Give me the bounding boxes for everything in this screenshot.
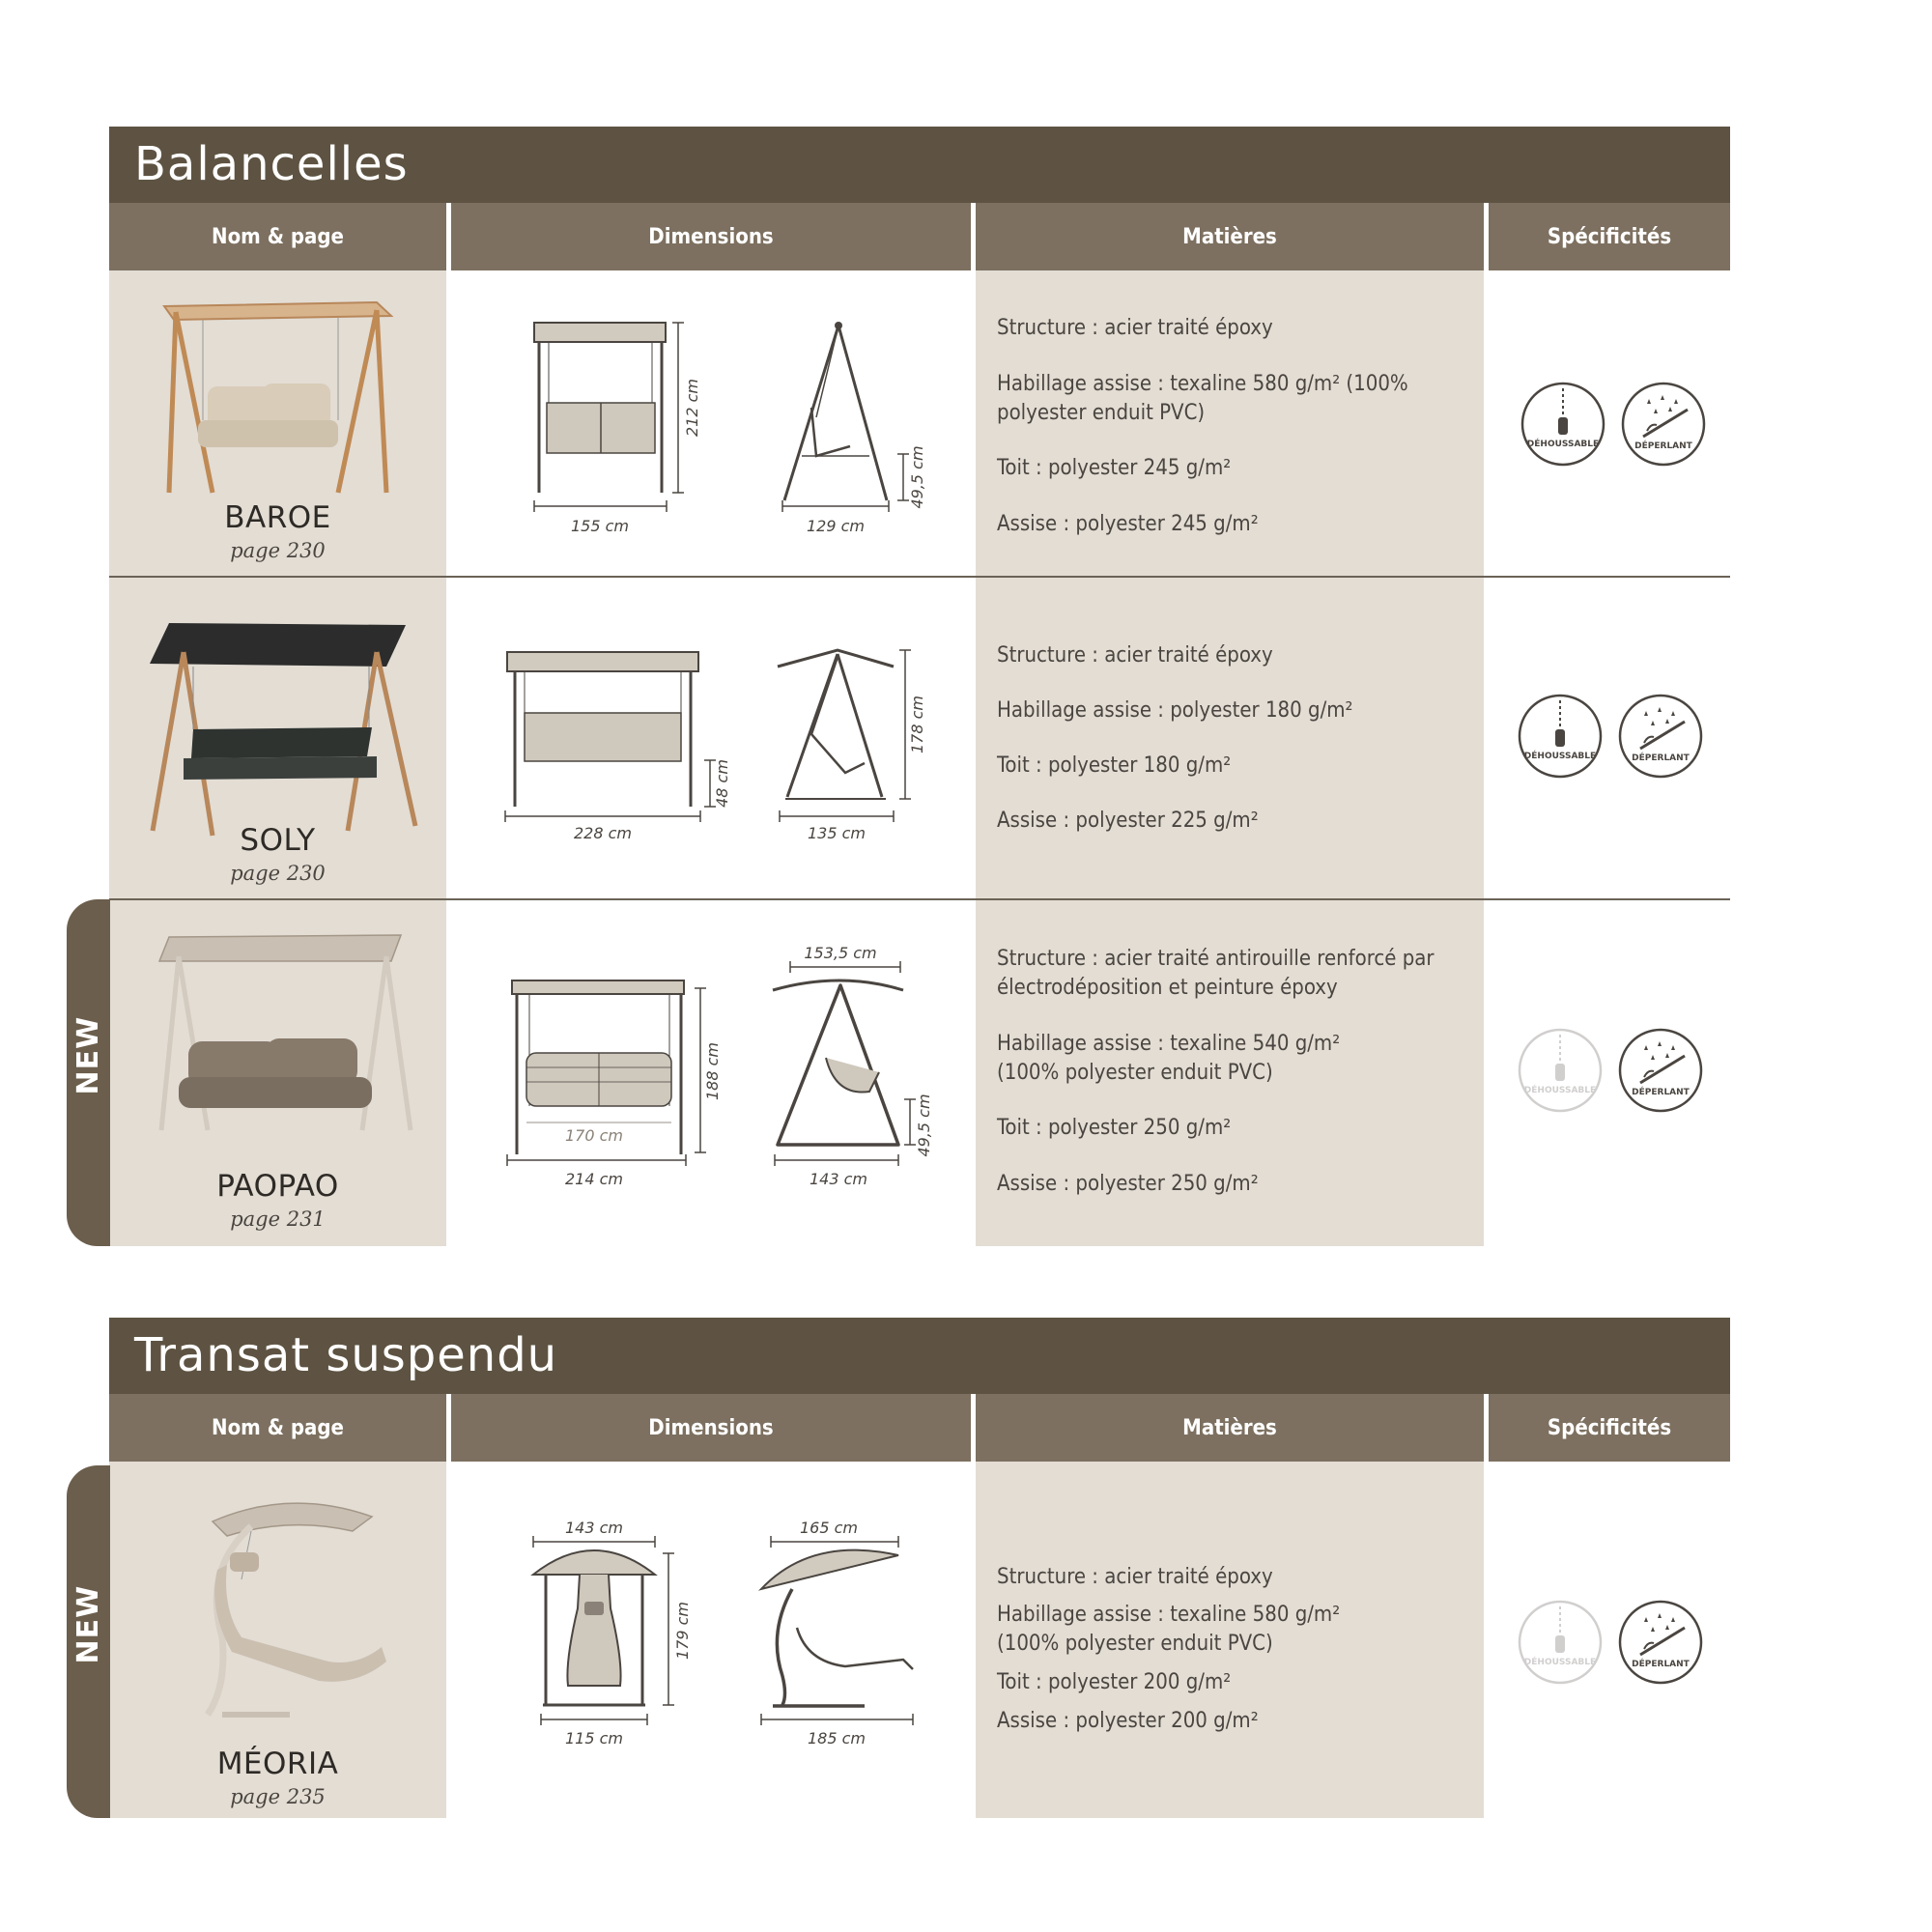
paopao-front-height-label: 188 cm — [703, 1041, 722, 1101]
baroe-side-diagram — [763, 311, 956, 543]
baroe-front-height-label: 212 cm — [683, 378, 701, 438]
product-page-soly: page 230 — [230, 862, 326, 885]
zipper-icon — [1520, 381, 1606, 468]
paopao-material-structure: Structure : acier traité antirouille renforcé par — [997, 947, 1435, 971]
zipper-icon — [1517, 1599, 1604, 1686]
baroe-material-habillage: Habillage assise : texaline 580 g/m² (100% — [997, 372, 1408, 396]
new-badge: NEW — [67, 899, 110, 1246]
meoria-side-top-label: 165 cm — [799, 1519, 859, 1537]
paopao-product-image — [150, 927, 420, 1145]
soly-material-structure: Structure : acier traité époxy — [997, 643, 1273, 668]
product-name-soly: SOLY — [240, 823, 316, 858]
paopao-front-width-label: 214 cm — [564, 1170, 624, 1188]
paopao-side-width-label: 143 cm — [809, 1170, 868, 1188]
meoria-front-width-label: 115 cm — [564, 1729, 624, 1747]
header-materials: Matières — [976, 1394, 1484, 1462]
soly-side-width-label: 135 cm — [807, 824, 867, 842]
header-dimensions: Dimensions — [451, 203, 971, 270]
meoria-material-toit: Toit : polyester 200 g/m² — [997, 1670, 1232, 1694]
svg-text:DÉPERLANT: DÉPERLANT — [1632, 1088, 1690, 1097]
section-title-transat-suspendu: Transat suspendu — [109, 1318, 1730, 1394]
baroe-side-width-label: 129 cm — [806, 517, 866, 535]
product-page-paopao: page 231 — [230, 1208, 326, 1231]
soly-front-seat-height-label: 48 cm — [713, 759, 731, 808]
svg-text:DÉPERLANT: DÉPERLANT — [1634, 441, 1692, 451]
paopao-material-habillage: Habillage assise : texaline 540 g/m² — [997, 1032, 1341, 1056]
header-specs: Spécificités — [1489, 203, 1730, 270]
product-name-paopao: PAOPAO — [216, 1169, 339, 1204]
soly-material-habillage: Habillage assise : polyester 180 g/m² — [997, 698, 1353, 723]
soly-product-image — [145, 613, 420, 845]
soly-material-toit: Toit : polyester 180 g/m² — [997, 753, 1232, 778]
row-divider — [109, 898, 1730, 900]
meoria-material-habillage-cont: (100% polyester enduit PVC) — [997, 1632, 1273, 1656]
paopao-material-habillage-cont: (100% polyester enduit PVC) — [997, 1061, 1273, 1085]
paopao-side-diagram — [763, 942, 966, 1203]
soly-front-width-label: 228 cm — [573, 824, 633, 842]
paopao-front-diagram — [497, 971, 729, 1203]
meoria-front-height-label: 179 cm — [673, 1601, 692, 1661]
meoria-material-habillage: Habillage assise : texaline 580 g/m² — [997, 1603, 1341, 1627]
new-badge: NEW — [67, 1465, 110, 1818]
paopao-side-top-label: 153,5 cm — [804, 944, 877, 962]
row-divider — [109, 576, 1730, 578]
baroe-side-seat-height-label: 49,5 cm — [908, 445, 926, 509]
svg-text:DÉPERLANT: DÉPERLANT — [1632, 1660, 1690, 1669]
zipper-icon — [1517, 1027, 1604, 1114]
meoria-side-width-label: 185 cm — [807, 1729, 867, 1747]
baroe-material-structure: Structure : acier traité époxy — [997, 316, 1273, 340]
paopao-side-seat-height-label: 49,5 cm — [915, 1094, 933, 1157]
baroe-material-habillage-cont: polyester enduit PVC) — [997, 401, 1206, 425]
baroe-product-image — [155, 295, 406, 512]
soly-side-height-label: 178 cm — [908, 695, 926, 754]
meoria-front-diagram — [522, 1517, 715, 1748]
meoria-front-top-label: 143 cm — [564, 1519, 624, 1537]
baroe-front-width-label: 155 cm — [570, 517, 630, 535]
soly-front-diagram — [497, 642, 729, 845]
meoria-material-structure: Structure : acier traité époxy — [997, 1565, 1273, 1589]
meoria-product-image — [184, 1492, 396, 1729]
product-page-baroe: page 230 — [230, 539, 326, 562]
paopao-material-structure-cont: électrodéposition et peinture époxy — [997, 976, 1338, 1000]
svg-text:DÉPERLANT: DÉPERLANT — [1632, 753, 1690, 763]
zipper-icon — [1517, 693, 1604, 780]
header-specs: Spécificités — [1489, 1394, 1730, 1462]
header-name-page: Nom & page — [109, 203, 446, 270]
water-repellent-icon — [1620, 381, 1707, 468]
water-repellent-icon — [1617, 1027, 1704, 1114]
water-repellent-icon — [1617, 693, 1704, 780]
svg-text:DÉHOUSSABLE: DÉHOUSSABLE — [1523, 1086, 1597, 1095]
paopao-front-inner-width-label: 170 cm — [564, 1126, 624, 1145]
header-dimensions: Dimensions — [451, 1394, 971, 1462]
header-materials: Matières — [976, 203, 1484, 270]
water-repellent-icon — [1617, 1599, 1704, 1686]
meoria-material-assise: Assise : polyester 200 g/m² — [997, 1709, 1259, 1733]
baroe-material-assise: Assise : polyester 245 g/m² — [997, 512, 1259, 536]
product-name-baroe: BAROE — [224, 500, 331, 535]
section-title-balancelles: Balancelles — [109, 127, 1730, 203]
meoria-side-diagram — [753, 1517, 947, 1748]
paopao-material-assise: Assise : polyester 250 g/m² — [997, 1172, 1259, 1196]
svg-text:DÉHOUSSABLE: DÉHOUSSABLE — [1523, 752, 1597, 761]
baroe-material-toit: Toit : polyester 245 g/m² — [997, 456, 1232, 480]
svg-text:DÉHOUSSABLE: DÉHOUSSABLE — [1523, 1658, 1597, 1667]
soly-side-diagram — [768, 642, 961, 845]
paopao-material-toit: Toit : polyester 250 g/m² — [997, 1116, 1232, 1140]
header-name-page: Nom & page — [109, 1394, 446, 1462]
product-name-meoria: MÉORIA — [216, 1747, 339, 1781]
soly-material-assise: Assise : polyester 225 g/m² — [997, 809, 1259, 833]
svg-text:DÉHOUSSABLE: DÉHOUSSABLE — [1526, 440, 1600, 449]
product-page-meoria: page 235 — [230, 1785, 326, 1808]
